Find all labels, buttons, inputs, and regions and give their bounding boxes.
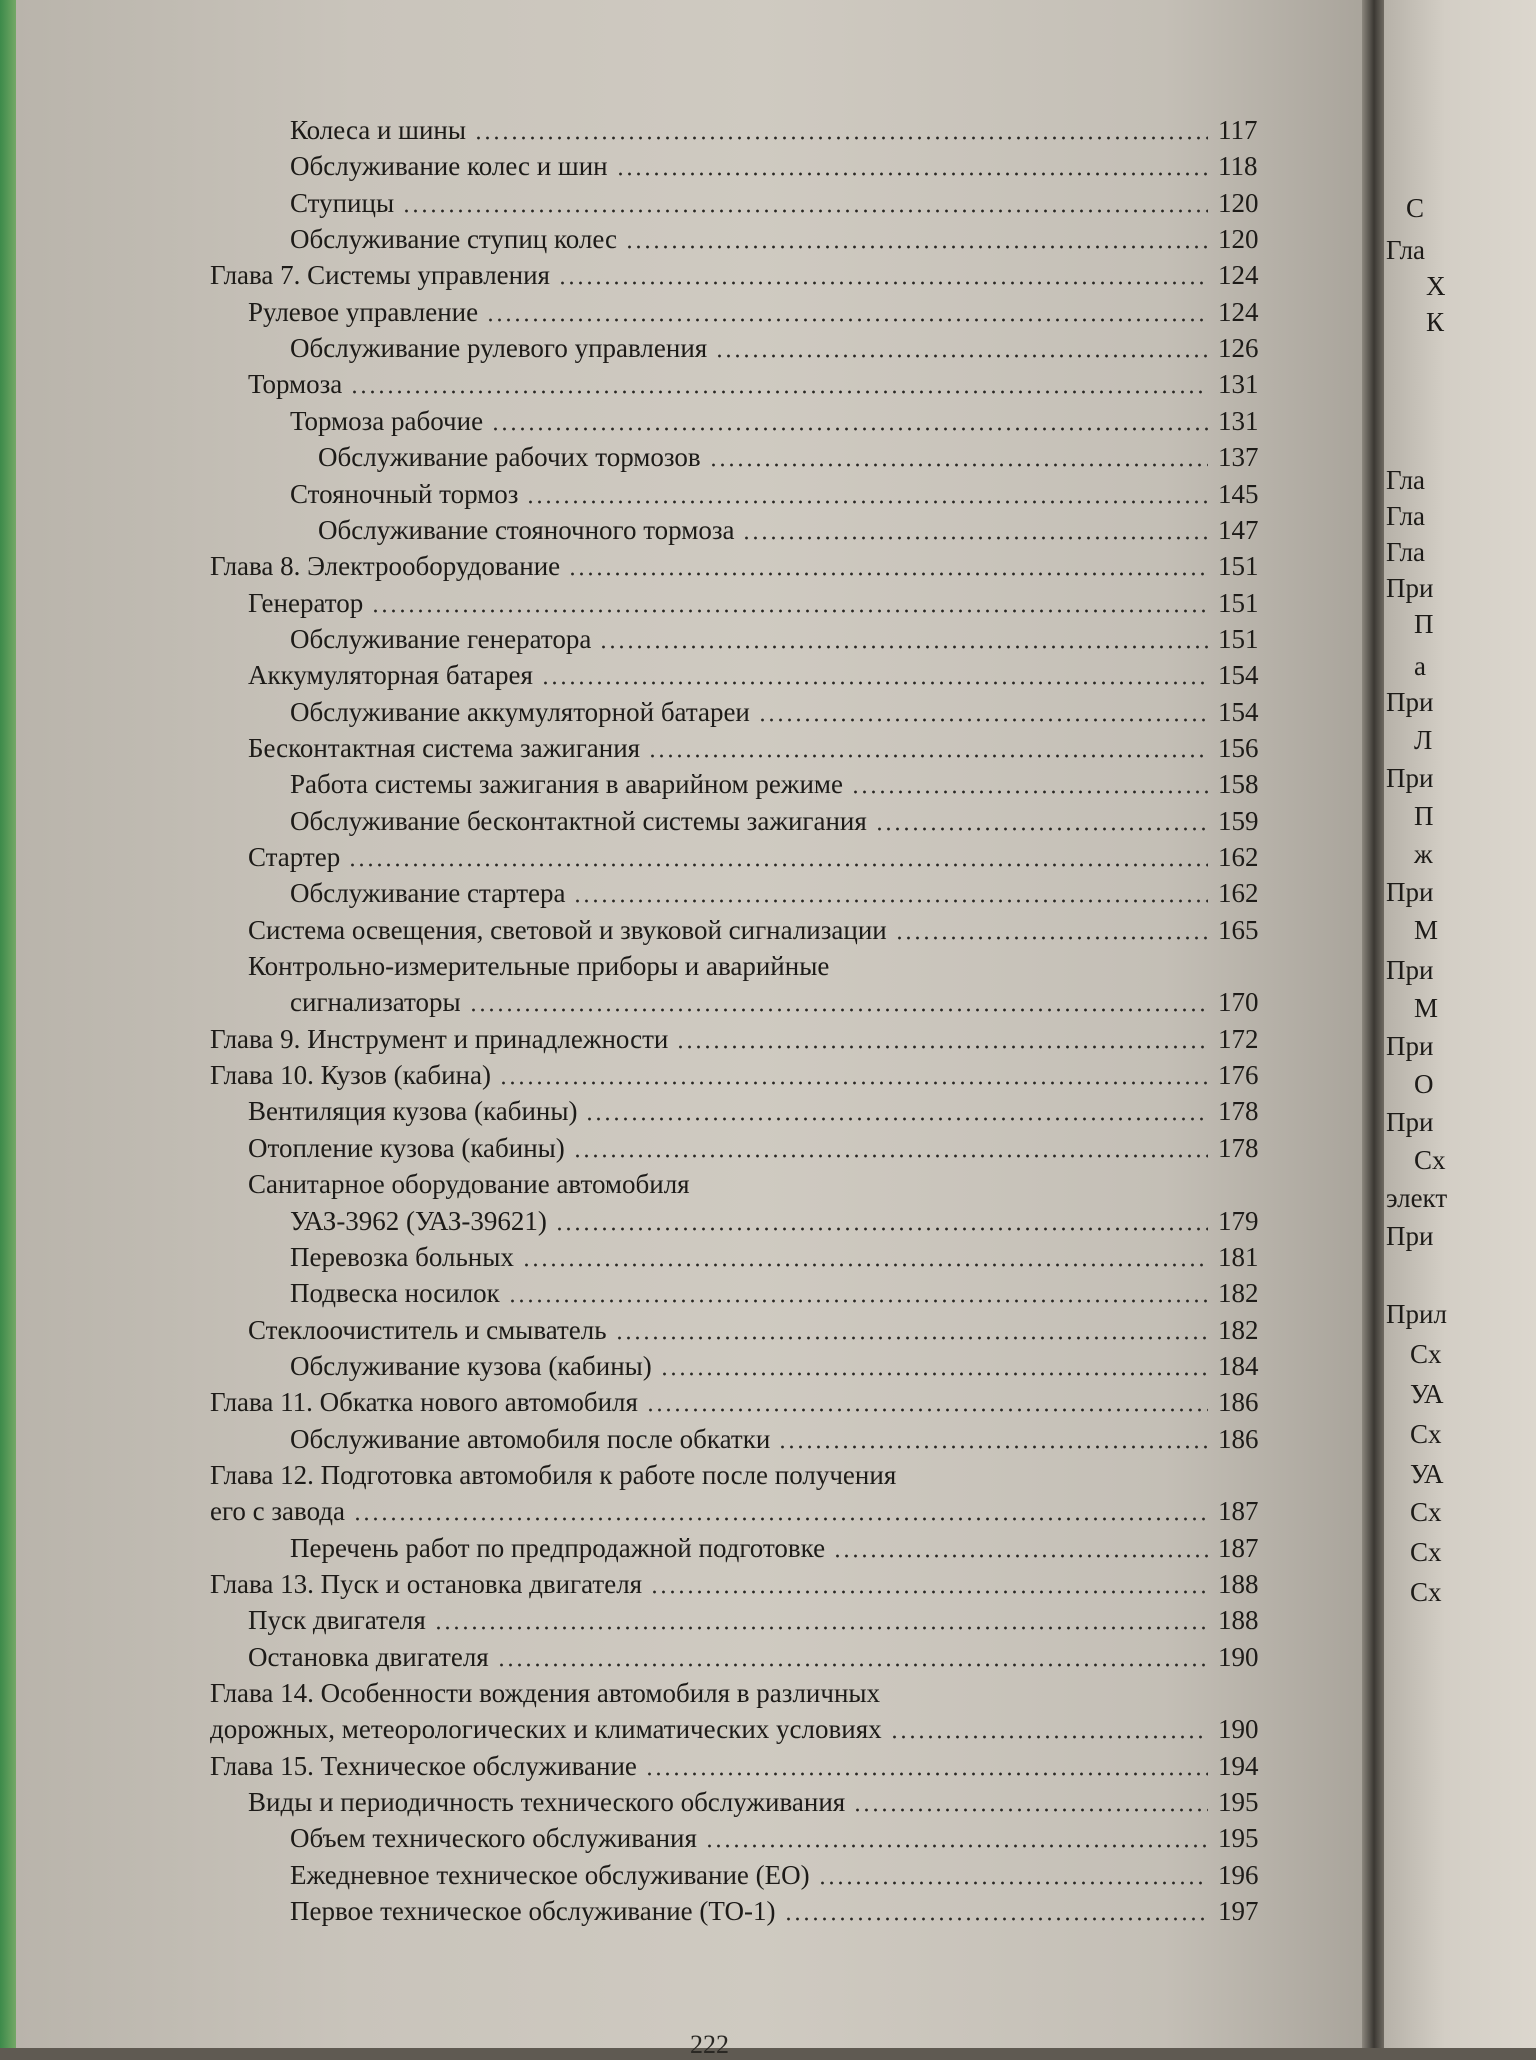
toc-entry-title: Глава 10. Кузов (кабина) [210, 1060, 491, 1091]
right-page-fragment: При [1386, 1107, 1434, 1137]
toc-entry-title: Глава 15. Техническое обслуживание [210, 1750, 637, 1781]
dot-leader [615, 1336, 1208, 1340]
toc-entry [0, 1857, 1384, 1893]
toc-page-number: 117 [1218, 115, 1258, 145]
right-page-fragment: При [1386, 687, 1434, 717]
right-page-fragment: П [1414, 609, 1434, 639]
toc-entry [0, 1748, 1384, 1784]
toc-entry-title: Ступицы [290, 187, 395, 218]
right-page-fragment: Сх [1410, 1497, 1442, 1527]
right-page-fragment: Сх [1410, 1577, 1442, 1607]
toc-entry [0, 1784, 1384, 1820]
toc-entry [0, 221, 1384, 257]
toc-page-number: 154 [1218, 660, 1259, 691]
toc-entry [0, 803, 1384, 839]
toc-entry-title: Объем технического обслуживания [290, 1823, 697, 1854]
toc-entry [0, 1602, 1384, 1638]
toc-entry [0, 766, 1384, 802]
toc-entry-title: Глава 11. Обкатка нового автомобиля [210, 1387, 638, 1418]
toc-entry-title: Обслуживание кузова (кабины) [290, 1350, 652, 1381]
toc-entry [0, 657, 1384, 693]
toc-entry-title: сигнализаторы [290, 987, 461, 1018]
dot-leader [541, 681, 1208, 685]
toc-page-number: 195 [1218, 1823, 1259, 1854]
dot-leader [778, 1445, 1208, 1449]
toc-entry [0, 476, 1384, 512]
toc-entry [0, 621, 1384, 657]
dot-leader [573, 1154, 1208, 1158]
dot-leader [895, 936, 1208, 940]
toc-entry [0, 403, 1384, 439]
toc-entry [0, 512, 1384, 548]
toc-entry-title: Перечень работ по предпродажной подготовке [290, 1532, 826, 1563]
right-page-fragment [1384, 376, 1386, 412]
dot-leader [851, 790, 1208, 794]
right-page-fragment: При [1386, 763, 1434, 793]
dot-leader [508, 1299, 1208, 1303]
right-page-fragment: Сх [1410, 1537, 1442, 1567]
toc-entry-title: его с завода [210, 1496, 346, 1527]
toc-entry [0, 1639, 1384, 1675]
toc-entry [0, 1421, 1384, 1457]
dot-leader [645, 1772, 1208, 1776]
toc-page-number: 184 [1218, 1350, 1259, 1381]
toc-entry-title: Обслуживание генератора [290, 623, 592, 654]
dot-leader [650, 1590, 1208, 1594]
toc-entry-title: Остановка двигателя [248, 1641, 489, 1672]
dot-leader [568, 572, 1208, 576]
toc-entry [0, 1203, 1384, 1239]
toc-page-number: 162 [1218, 878, 1259, 909]
toc-page-number: 178 [1218, 1096, 1259, 1127]
dot-leader [573, 899, 1208, 903]
dot-leader [434, 1626, 1208, 1630]
toc-page-number: 120 [1218, 187, 1259, 218]
toc-entry-line: Контрольно-измерительные приборы и аварийные [248, 951, 830, 982]
toc-entry [0, 875, 1384, 911]
toc-entry-title: Аккумуляторная батарея [248, 660, 533, 691]
toc-entry-title: Глава 9. Инструмент и принадлежности [210, 1023, 669, 1054]
right-page-fragment: Гла [1386, 501, 1426, 531]
right-page-fragment: При [1386, 1031, 1434, 1061]
toc-entry-title: Обслуживание бесконтактной системы зажигания [290, 805, 867, 836]
toc-entry-title: Обслуживание рулевого управления [290, 333, 708, 364]
dot-leader [646, 1408, 1208, 1412]
toc-entry [0, 1312, 1384, 1348]
dot-leader [555, 1227, 1208, 1231]
right-page [1384, 0, 1536, 2048]
toc-entry-title: Стеклоочиститель и смыватель [248, 1314, 607, 1345]
dot-leader [833, 1554, 1208, 1558]
right-page-fragment: а [1414, 651, 1426, 681]
toc-page-number: 182 [1218, 1278, 1259, 1309]
toc-page-number: 197 [1218, 1896, 1259, 1927]
right-page-fragment: Л [1414, 725, 1433, 755]
right-page-fragment: О [1414, 1069, 1434, 1099]
right-page-fragment: Сх [1414, 1145, 1446, 1175]
toc-page-number: 124 [1218, 260, 1259, 291]
toc-entry-title: УАЗ-3962 (УАЗ-39621) [290, 1205, 547, 1236]
toc-entry [0, 330, 1384, 366]
dot-leader [616, 172, 1208, 176]
toc-page-number: 151 [1218, 551, 1259, 582]
toc-page-number: 179 [1218, 1205, 1259, 1236]
toc-entry [0, 1493, 1384, 1529]
toc-page-number: 187 [1218, 1532, 1259, 1563]
toc-entry [0, 1130, 1384, 1166]
toc-entry-title: Рулевое управление [248, 296, 479, 327]
toc-page-number: 165 [1218, 914, 1259, 945]
toc-entry [0, 185, 1384, 221]
right-page-fragment: Гла [1386, 537, 1426, 567]
toc-page-number: 147 [1218, 514, 1259, 545]
toc-entry [0, 984, 1384, 1020]
dot-leader [890, 1735, 1208, 1739]
toc-entry-title: дорожных, метеорологических и климатических условиях [210, 1714, 882, 1745]
dot-leader [709, 463, 1208, 467]
dot-leader [474, 136, 1208, 140]
toc-page-number: 194 [1218, 1750, 1259, 1781]
toc-page-number: 137 [1218, 442, 1259, 473]
toc-entry [0, 1348, 1384, 1384]
toc-entry-title: Глава 7. Системы управления [210, 260, 550, 291]
toc-page-number: 172 [1218, 1023, 1259, 1054]
dot-leader [818, 1881, 1208, 1885]
toc-entry [0, 257, 1384, 293]
right-page-fragment: ж [1414, 839, 1433, 869]
toc-page-number: 159 [1218, 805, 1259, 836]
right-page-fragment: УА [1410, 1459, 1444, 1489]
toc-page-number: 176 [1218, 1060, 1259, 1091]
toc-page-number: 190 [1218, 1641, 1259, 1672]
toc-page-number: 156 [1218, 732, 1259, 763]
right-page-fragment: К [1426, 307, 1445, 337]
dot-leader [526, 500, 1208, 504]
dot-leader [486, 318, 1208, 322]
dot-leader [371, 609, 1208, 613]
toc-entry-line: Глава 12. Подготовка автомобиля к работе после получения [210, 1459, 897, 1490]
dot-leader [402, 209, 1208, 213]
right-page-fragment [1384, 412, 1386, 448]
dot-leader [660, 1372, 1208, 1376]
right-page-fragment: При [1386, 955, 1434, 985]
toc-page-number: 151 [1218, 623, 1259, 654]
right-page-fragment: Прил [1386, 1299, 1447, 1329]
dot-leader [585, 1117, 1208, 1121]
right-page-fragment: М [1414, 993, 1439, 1023]
toc-entry-title: Система освещения, световой и звуковой сигнализации [248, 914, 887, 945]
toc-entry-title: Обслуживание ступиц колес [290, 224, 617, 255]
dot-leader [705, 1844, 1208, 1848]
toc-entry-title: Отопление кузова (кабины) [248, 1132, 565, 1163]
right-page-fragment [1384, 340, 1386, 376]
toc-entry-title: Обслуживание стояночного тормоза [318, 514, 735, 545]
toc-entry [0, 585, 1384, 621]
toc-page-number: 190 [1218, 1714, 1259, 1745]
toc-page-number: 181 [1218, 1241, 1259, 1272]
toc-entry-title: Виды и периодичность технического обслуживания [248, 1787, 846, 1818]
toc-entry-title: Работа системы зажигания в аварийном режиме [290, 769, 843, 800]
toc-entry [0, 148, 1384, 184]
toc-page-number: 126 [1218, 333, 1259, 364]
dot-leader [348, 863, 1208, 867]
right-page-fragment: М [1414, 915, 1439, 945]
toc-entry [0, 439, 1384, 475]
toc-page-number: 188 [1218, 1605, 1259, 1636]
toc-page-number: 124 [1218, 296, 1259, 327]
toc-entry-title: Генератор [248, 587, 364, 618]
right-page-fragment: Х [1426, 271, 1446, 301]
dot-leader [875, 827, 1208, 831]
dot-leader [853, 1808, 1208, 1812]
toc-page-number: 182 [1218, 1314, 1259, 1345]
toc-page-number: 158 [1218, 769, 1259, 800]
toc-entry-title: Обслуживание стартера [290, 878, 566, 909]
dot-leader [784, 1917, 1208, 1921]
toc-page-number: 186 [1218, 1387, 1259, 1418]
toc-page-number: 188 [1218, 1569, 1259, 1599]
right-page-fragment: При [1386, 573, 1434, 603]
toc-entry [0, 839, 1384, 875]
toc-page-number: 178 [1218, 1132, 1259, 1163]
dot-leader [676, 1045, 1208, 1049]
dot-leader [469, 1008, 1208, 1012]
dot-leader [499, 1081, 1208, 1085]
toc-entry [0, 1093, 1384, 1129]
dot-leader [491, 427, 1208, 431]
toc-entry-title: Пуск двигателя [248, 1605, 426, 1636]
toc-page-number: 170 [1218, 987, 1259, 1018]
dot-leader [350, 390, 1208, 394]
toc-entry-title: Обслуживание автомобиля после обкатки [290, 1423, 771, 1454]
page-number-folio: 222 [690, 2030, 729, 2059]
toc-entry [0, 1021, 1384, 1057]
toc-entry [0, 1275, 1384, 1311]
toc-entry-title: Ежедневное техническое обслуживание (ЕО) [290, 1859, 810, 1890]
toc-entry [0, 1239, 1384, 1275]
toc-entry-title: Обслуживание аккумуляторной батареи [290, 696, 750, 727]
toc-entry-title: Бесконтактная система зажигания [248, 732, 641, 763]
toc-entry [0, 1893, 1384, 1929]
right-page-fragment: При [1386, 1221, 1434, 1251]
toc-entry [0, 366, 1384, 402]
toc-entry-line: Санитарное оборудование автомобиля [248, 1169, 690, 1200]
dot-leader [715, 354, 1208, 358]
toc-entry [0, 912, 1384, 948]
toc-entry [0, 1820, 1384, 1856]
dot-leader [353, 1517, 1208, 1521]
right-page-fragment: элект [1386, 1183, 1448, 1213]
toc-entry-title: Перевозка больных [290, 1241, 514, 1272]
dot-leader [522, 1263, 1208, 1267]
toc-entry [0, 1384, 1384, 1420]
toc-page-number: 187 [1218, 1496, 1259, 1527]
toc-entry-line: Глава 14. Особенности вождения автомобиля в различных [210, 1678, 881, 1709]
toc-entry [0, 1711, 1384, 1747]
right-page-fragment: П [1414, 801, 1434, 831]
toc-entry-title: Колеса и шины [290, 115, 467, 145]
toc-page-number: 154 [1218, 696, 1259, 727]
toc-entry-title: Стояночный тормоз [290, 478, 519, 509]
right-page-fragment: Гла [1386, 465, 1426, 495]
toc-entry [0, 548, 1384, 584]
toc-page-number: 186 [1218, 1423, 1259, 1454]
toc-entry [0, 1057, 1384, 1093]
dot-leader [558, 281, 1208, 285]
dot-leader [648, 754, 1208, 758]
toc-entry-title: Вентиляция кузова (кабины) [248, 1096, 578, 1127]
toc-entry [0, 1566, 1384, 1602]
toc-page-number: 131 [1218, 369, 1259, 400]
right-page-fragment: Сх [1410, 1339, 1442, 1369]
toc-entry-title: Обслуживание колес и шин [290, 151, 608, 182]
toc-page-number: 118 [1218, 151, 1258, 182]
toc-entry [0, 730, 1384, 766]
toc-entry [0, 694, 1384, 730]
toc-entry-title: Тормоза [248, 369, 343, 400]
toc-entry-title: Обслуживание рабочих тормозов [318, 442, 701, 473]
right-page-fragment: Гла [1386, 235, 1426, 265]
toc-entry [0, 1530, 1384, 1566]
toc-entry [0, 294, 1384, 330]
toc-entry-title: Глава 8. Электрооборудование [210, 551, 561, 582]
right-page-fragment: УА [1410, 1379, 1444, 1409]
toc-page-number: 162 [1218, 842, 1259, 872]
toc-page-number: 195 [1218, 1787, 1259, 1818]
right-page-fragment: С [1406, 193, 1425, 223]
toc-entry [0, 112, 1384, 148]
dot-leader [625, 245, 1208, 249]
toc-page-number: 131 [1218, 405, 1259, 436]
toc-entry-title: Стартер [248, 842, 341, 872]
dot-leader [497, 1663, 1208, 1667]
right-page-fragment: При [1386, 877, 1434, 907]
dot-leader [758, 718, 1208, 722]
toc-page-number: 151 [1218, 587, 1259, 618]
dot-leader [599, 645, 1208, 649]
toc-page-number: 120 [1218, 224, 1259, 255]
toc-entry-title: Первое техническое обслуживание (ТО-1) [290, 1896, 776, 1927]
right-page-fragment [1384, 1256, 1386, 1292]
toc-entry-title: Тормоза рабочие [290, 405, 484, 436]
right-page-fragment: Сх [1410, 1419, 1442, 1449]
toc-entry-title: Подвеска носилок [290, 1278, 500, 1309]
toc-page-number: 145 [1218, 478, 1259, 509]
toc-page-number: 196 [1218, 1859, 1259, 1890]
dot-leader [742, 536, 1208, 540]
toc-entry-title: Глава 13. Пуск и остановка двигателя [210, 1569, 643, 1599]
